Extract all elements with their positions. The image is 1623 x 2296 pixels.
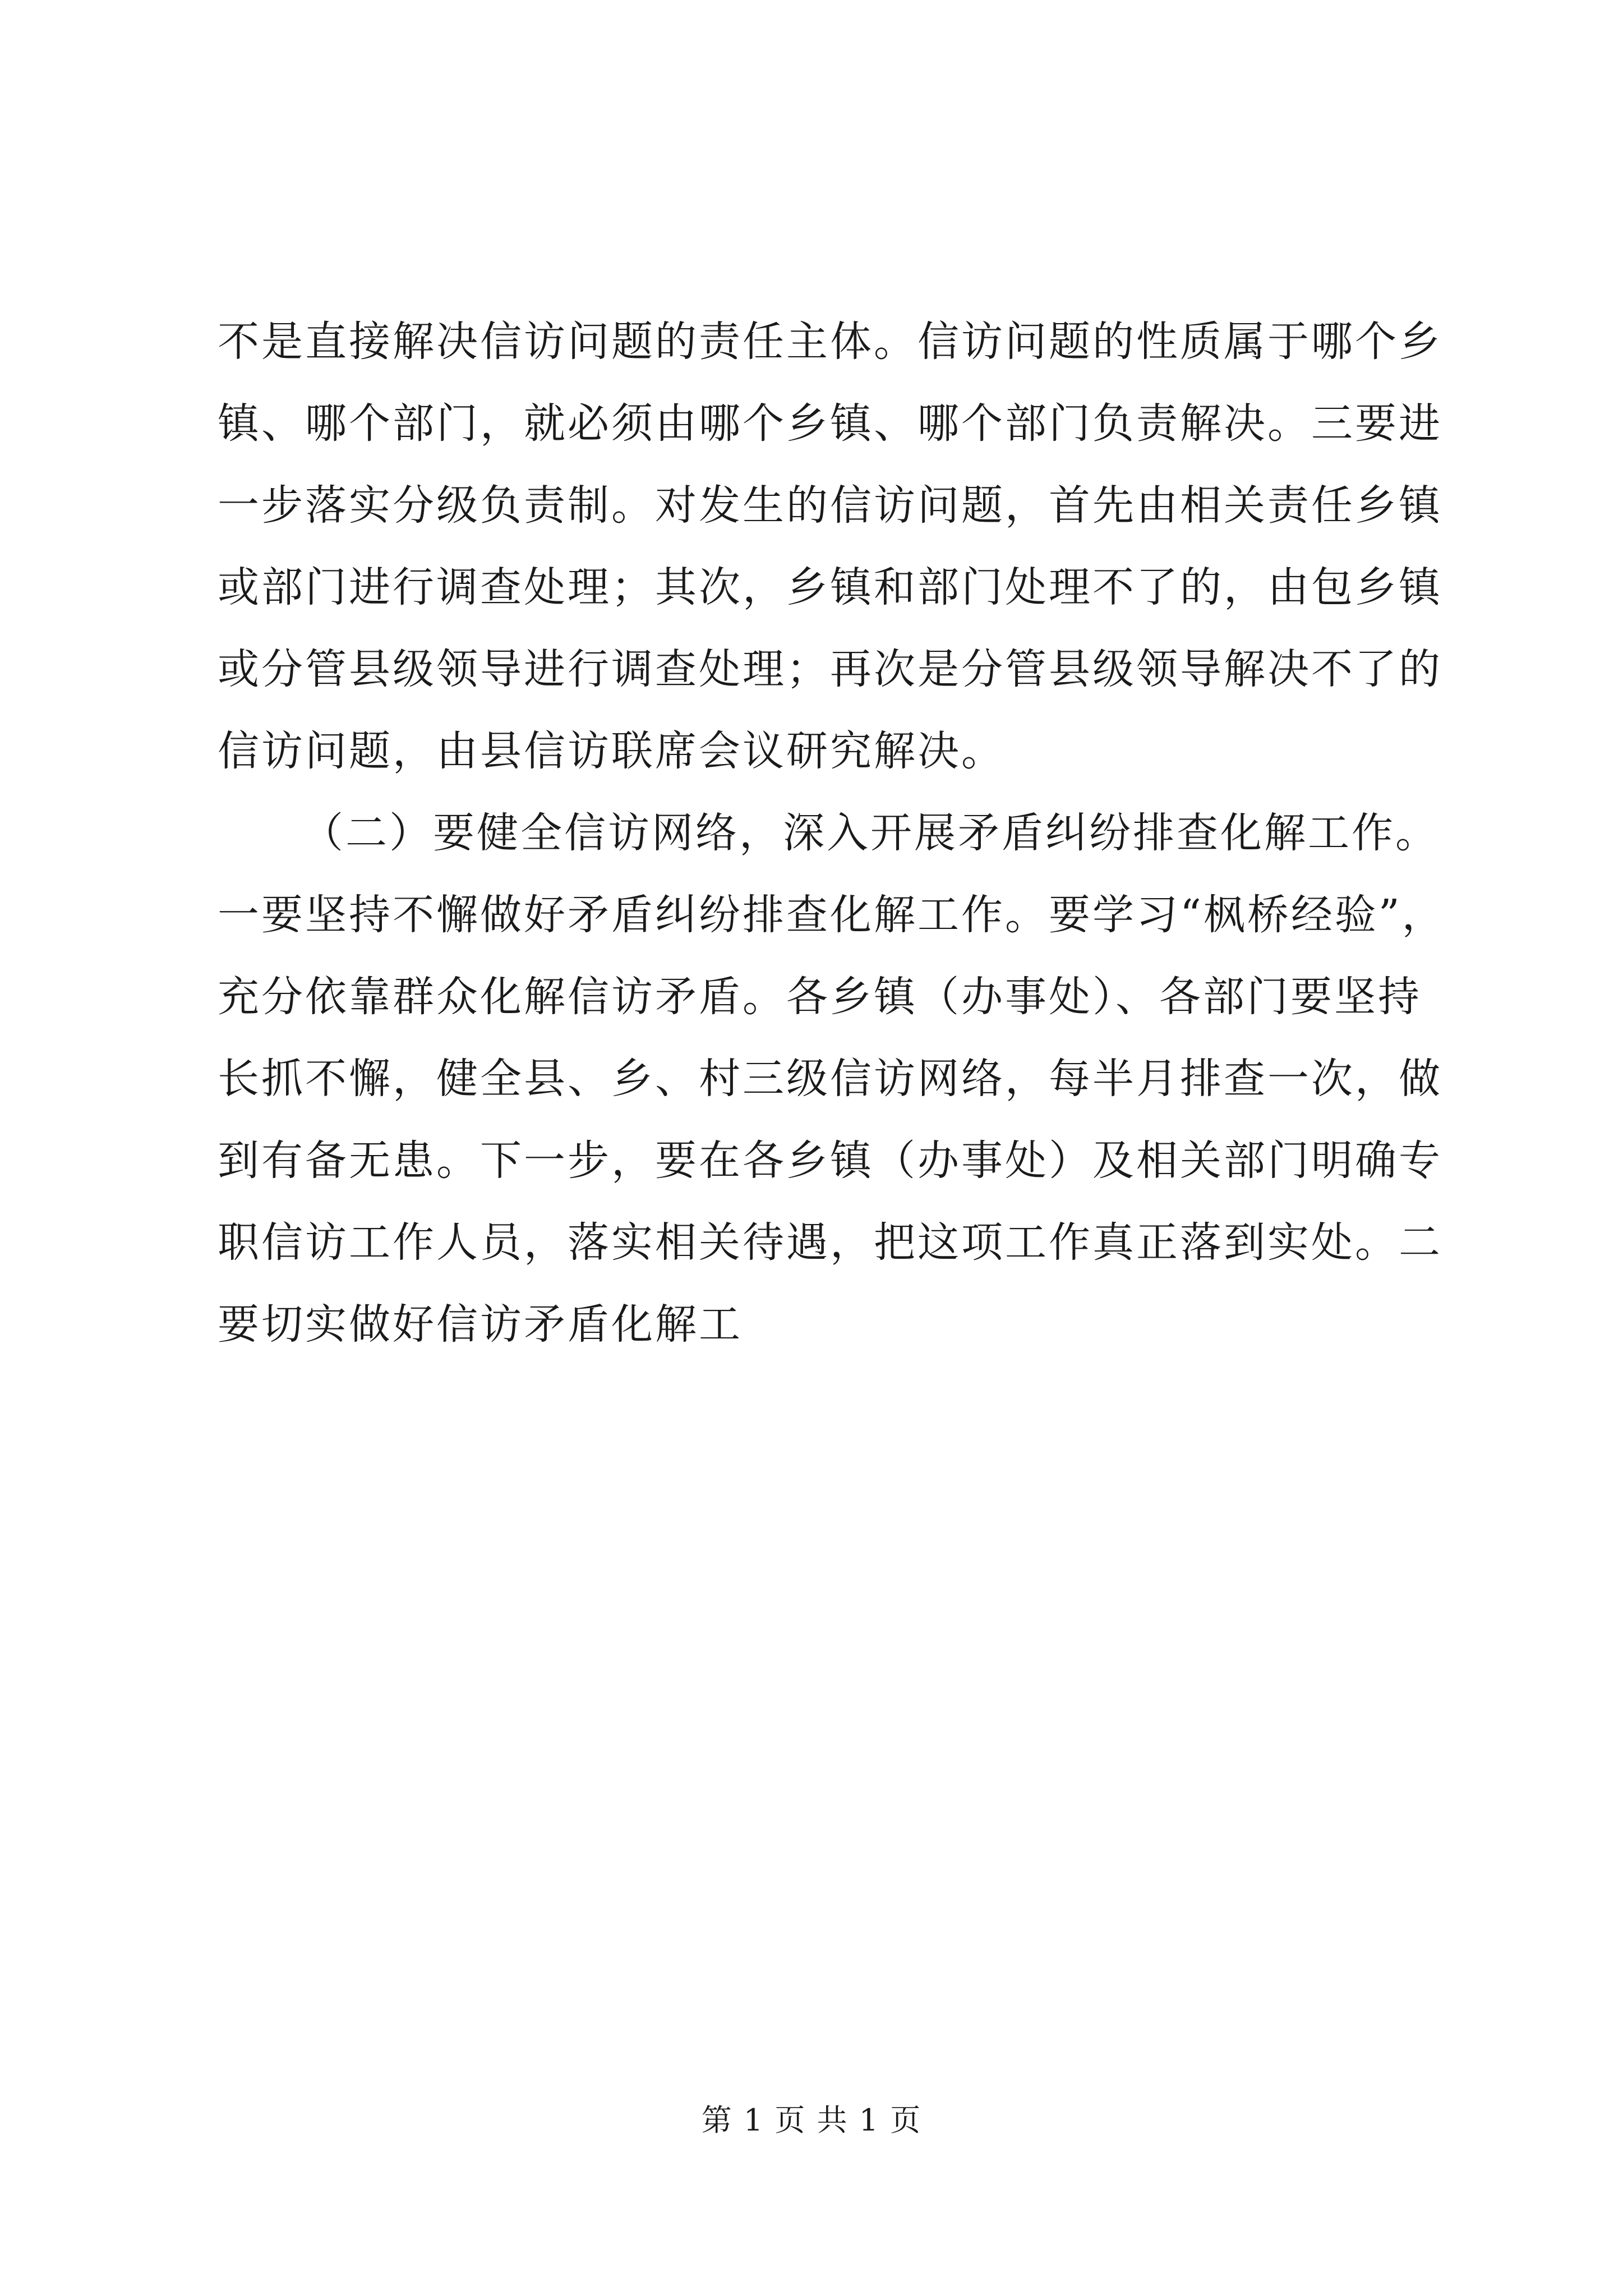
text-line: 长抓不懈，健全县、乡、村三级信访网络，每半月排查一次，做: [218, 1055, 1442, 1103]
page-number-footer: 第 1 页 共 1 页: [701, 2102, 922, 2138]
text-line: 要切实做好信访矛盾化解工: [218, 1300, 743, 1349]
text-line: 到有备无患。下一步，要在各乡镇（办事处）及相关部门明确专: [218, 1137, 1442, 1185]
text-line: 职信访工作人员，落实相关待遇，把这项工作真正落到实处。二: [218, 1218, 1442, 1267]
text-line: 或部门进行调查处理；其次，乡镇和部门处理不了的，由包乡镇: [218, 563, 1442, 611]
text-line: 或分管县级领导进行调查处理；再次是分管县级领导解决不了的: [218, 645, 1442, 693]
text-line: 不是直接解决信访问题的责任主体。信访问题的性质属于哪个乡: [218, 318, 1442, 366]
text-line: 镇、哪个部门，就必须由哪个乡镇、哪个部门负责解决。三要进: [218, 399, 1442, 448]
text-line: 一步落实分级负责制。对发生的信访问题，首先由相关责任乡镇: [218, 481, 1442, 530]
section-heading-line: （二）要健全信访网络，深入开展矛盾纠纷排查化解工作。: [302, 809, 1439, 857]
text-line: 充分依靠群众化解信访矛盾。各乡镇（办事处）、各部门要坚持: [218, 973, 1422, 1021]
text-line: 一要坚持不懈做好矛盾纠纷排查化解工作。要学习“枫桥经验”，: [218, 891, 1446, 939]
document-body: [218, 301, 1446, 1365]
text-line: 信访问题，由县信访联席会议研究解决。: [218, 727, 1005, 775]
